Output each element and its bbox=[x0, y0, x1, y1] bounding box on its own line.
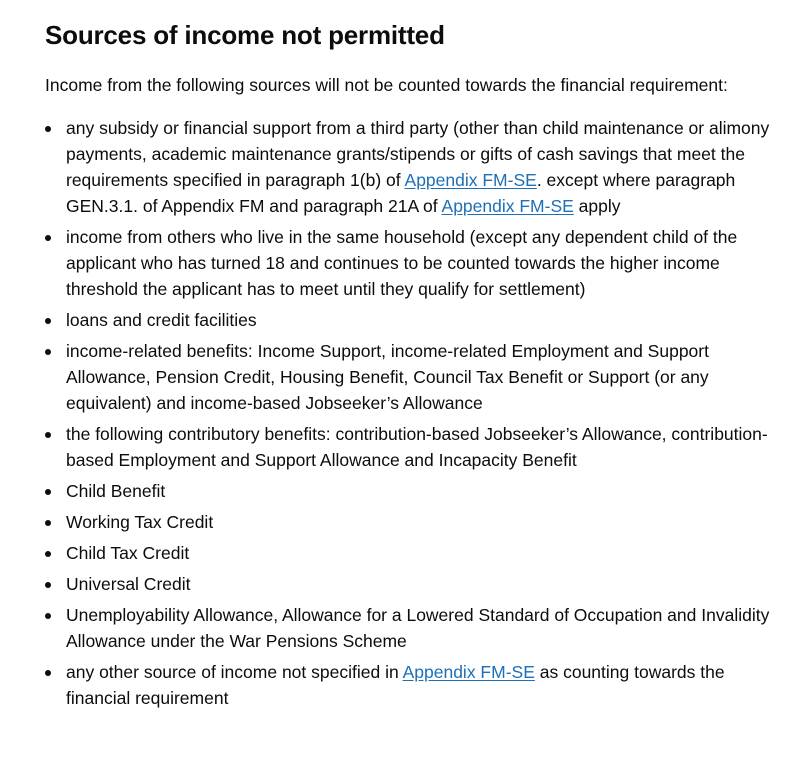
list-item-text: apply bbox=[573, 196, 621, 216]
list-item-war-pensions bbox=[45, 602, 786, 654]
list-item-text: Universal Credit bbox=[66, 574, 191, 594]
list-item-contributory bbox=[45, 421, 786, 473]
bullet-icon bbox=[45, 318, 51, 324]
list-item-text: income-related benefits: Income Support, income-related Employment and Support Allowance, Pension Credit, Housing Benefit, Council Tax Benefit or Support (or any equivalent) and income-based Jobseeker’s Allowance bbox=[66, 341, 709, 413]
appendix-fm-se-link[interactable]: Appendix FM-SE bbox=[402, 662, 535, 682]
bullet-icon bbox=[45, 432, 51, 438]
list-item-household bbox=[45, 224, 786, 302]
list-item-text: Child Tax Credit bbox=[66, 543, 190, 563]
bullet-icon bbox=[45, 126, 51, 132]
bullet-icon bbox=[45, 582, 51, 588]
list-item-loans bbox=[45, 307, 786, 333]
section-heading: Sources of income not permitted bbox=[45, 20, 445, 50]
list-item-child-tax-credit bbox=[45, 540, 786, 566]
list-item-other bbox=[45, 659, 786, 711]
list-item-working-tax-credit bbox=[45, 509, 786, 535]
list-item-text: loans and credit facilities bbox=[66, 310, 257, 330]
intro-paragraph: Income from the following sources will not be counted towards the financial requirement: bbox=[45, 75, 728, 95]
bullet-icon bbox=[45, 520, 51, 526]
list-item-text: Unemployability Allowance, Allowance for a Lowered Standard of Occupation and Invalidity Allowance under the War Pensions Scheme bbox=[66, 605, 770, 651]
not-permitted-list bbox=[45, 115, 780, 711]
bullet-icon bbox=[45, 489, 51, 495]
bullet-icon bbox=[45, 670, 51, 676]
list-item-subsidy bbox=[45, 115, 786, 219]
bullet-icon bbox=[45, 349, 51, 355]
bullet-icon bbox=[45, 613, 51, 619]
list-item-text: the following contributory benefits: contribution-based Jobseeker’s Allowance, contribution-based Employment and Support Allowance and Incapacity Benefit bbox=[66, 424, 768, 470]
list-item-text: as counting towards the financial requirement bbox=[66, 662, 725, 708]
list-item-child-benefit bbox=[45, 478, 786, 504]
list-item-text: income from others who live in the same household (except any dependent child of the applicant who has turned 18 and continues to be counted towards the higher income threshold the applicant has to meet until they qualify for settlement) bbox=[66, 227, 738, 299]
list-item-universal-credit bbox=[45, 571, 786, 597]
list-item-text: any subsidy or financial support from a third party (other than child maintenance or alimony payments, academic maintenance grants/stipends or gifts of cash savings that meet the requirements specified in paragraph 1(b) of bbox=[66, 118, 770, 190]
bullet-icon bbox=[45, 551, 51, 557]
appendix-fm-se-link[interactable]: Appendix FM-SE bbox=[441, 196, 574, 216]
list-item-text: . except where paragraph GEN.3.1. of Appendix FM and paragraph 21A of bbox=[66, 170, 736, 216]
list-item-text: any other source of income not specified in bbox=[66, 662, 403, 682]
list-item-text: Working Tax Credit bbox=[66, 512, 214, 532]
list-item-income-related bbox=[45, 338, 786, 416]
appendix-fm-se-link[interactable]: Appendix FM-SE bbox=[404, 170, 537, 190]
bullet-icon bbox=[45, 235, 51, 241]
list-item-text: Child Benefit bbox=[66, 481, 166, 501]
